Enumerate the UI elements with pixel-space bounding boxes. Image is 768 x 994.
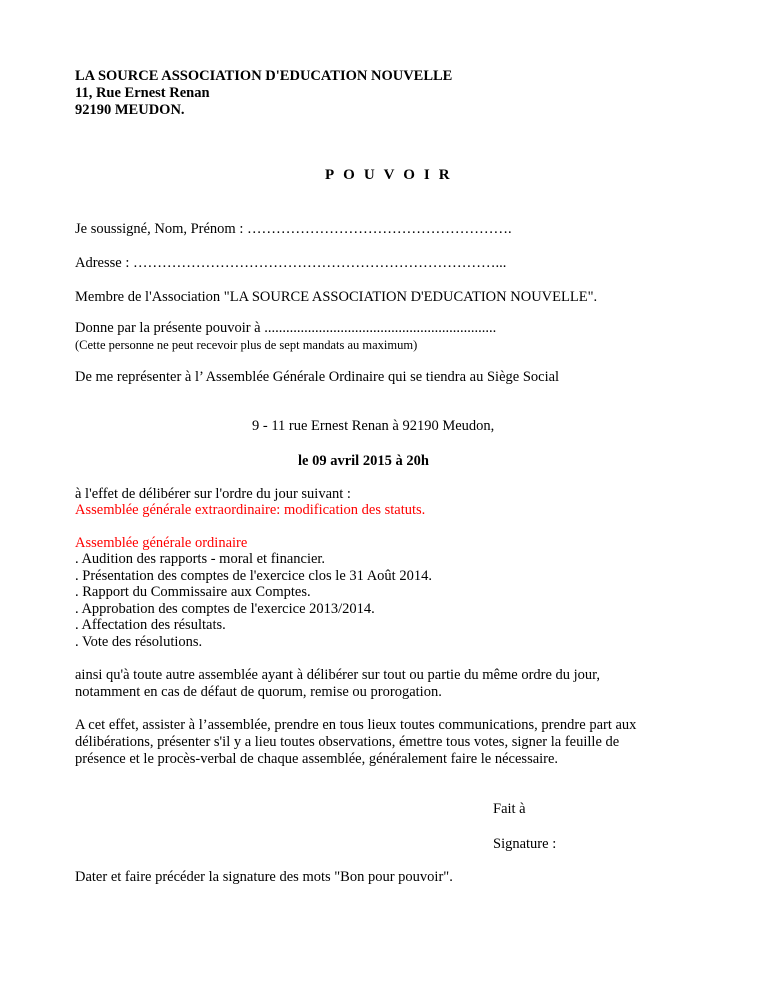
signature-instruction: Dater et faire précéder la signature des mots "Bon pour pouvoir".: [75, 869, 453, 885]
organization-city: 92190 MEUDON.: [75, 102, 185, 118]
agenda-item: . Affectation des résultats.: [75, 617, 226, 633]
paragraph-powers-line-2: délibérations, présenter s'il y a lieu toutes observations, émettre tous votes, signer la feuille de: [75, 734, 620, 750]
agenda-intro: à l'effet de délibérer sur l'ordre du jour suivant :: [75, 486, 351, 502]
meeting-date: le 09 avril 2015 à 20h: [298, 453, 429, 469]
name-field-line: Je soussigné, Nom, Prénom : ……………………………………………….: [75, 221, 512, 237]
agenda-ordinary-heading: Assemblée générale ordinaire: [75, 535, 248, 551]
proxy-field-line: Donne par la présente pouvoir à ................................................................: [75, 320, 497, 336]
address-field-line: Adresse : …………………………………………………………………...: [75, 255, 507, 271]
membership-line: Membre de l'Association "LA SOURCE ASSOCIATION D'EDUCATION NOUVELLE".: [75, 289, 598, 305]
agenda-extraordinary-item: Assemblée générale extraordinaire: modification des statuts.: [75, 502, 426, 518]
paragraph-powers-line-3: présence et le procès-verbal de chaque assemblée, généralement faire le nécessaire.: [75, 751, 559, 767]
representation-line: De me représenter à l’ Assemblée Générale Ordinaire qui se tiendra au Siège Social: [75, 369, 560, 385]
agenda-item: . Présentation des comptes de l'exercice clos le 31 Août 2014.: [75, 568, 432, 584]
done-at-label: Fait à: [493, 801, 526, 817]
signature-label: Signature :: [493, 836, 557, 852]
document-title: POUVOIR: [325, 167, 459, 183]
agenda-item: . Vote des résolutions.: [75, 634, 203, 650]
paragraph-other-assemblies-line-2: notamment en cas de défaut de quorum, remise ou prorogation.: [75, 684, 442, 700]
organization-name: LA SOURCE ASSOCIATION D'EDUCATION NOUVELLE: [75, 68, 453, 84]
agenda-item: . Approbation des comptes de l'exercice 2013/2014.: [75, 601, 375, 617]
agenda-item: . Audition des rapports - moral et financier.: [75, 551, 326, 567]
agenda-item: . Rapport du Commissaire aux Comptes.: [75, 584, 311, 600]
paragraph-powers-line-1: A cet effet, assister à l’assemblée, prendre en tous lieux toutes communications, prendre part aux: [75, 717, 637, 733]
paragraph-other-assemblies-line-1: ainsi qu'à toute autre assemblée ayant à délibérer sur tout ou partie du même ordre du jour,: [75, 667, 601, 683]
organization-street: 11, Rue Ernest Renan: [75, 85, 210, 101]
meeting-address: 9 - 11 rue Ernest Renan à 92190 Meudon,: [252, 418, 495, 434]
proxy-limit-note: (Cette personne ne peut recevoir plus de sept mandats au maximum): [75, 338, 418, 352]
